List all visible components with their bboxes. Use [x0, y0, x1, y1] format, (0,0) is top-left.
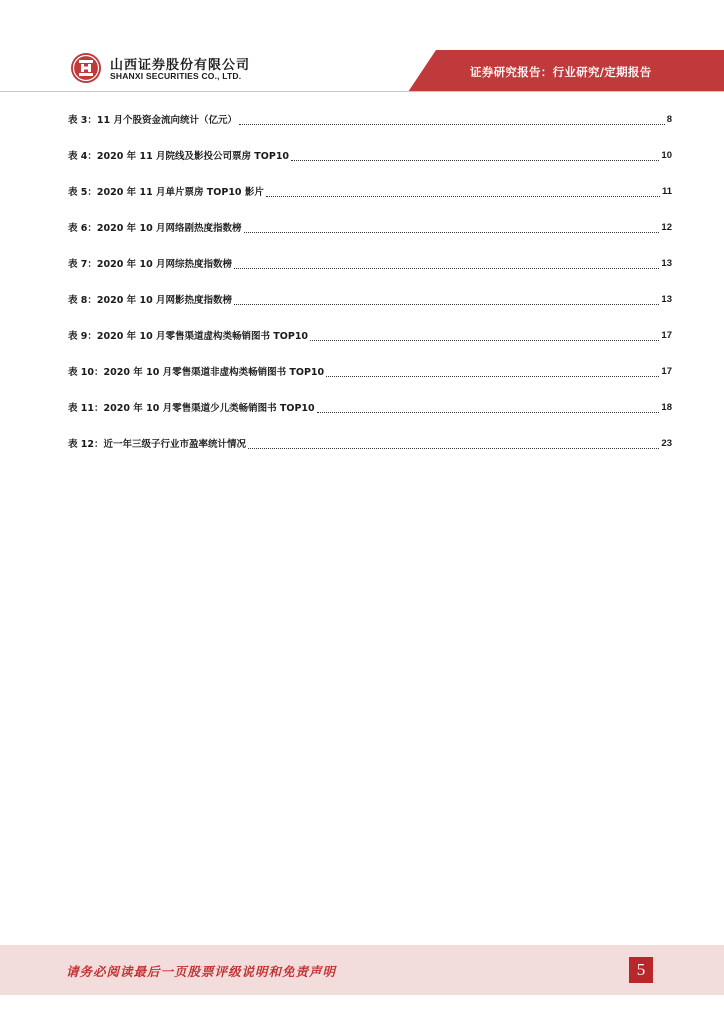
report-type-label: 证券研究报告：行业研究/定期报告	[470, 65, 652, 79]
toc-entry-label: 表 7：2020 年 10 月网综热度指数榜	[68, 259, 233, 270]
toc-entry-page: 12	[661, 221, 672, 233]
toc-entry-page: 17	[661, 329, 672, 341]
toc-leader-dots	[234, 259, 659, 269]
toc-entry[interactable]	[68, 389, 672, 425]
toc-entry-label: 表 10：2020 年 10 月零售渠道非虚构类畅销图书 TOP10	[68, 367, 325, 378]
toc-entry-page: 17	[661, 365, 672, 377]
page-header	[0, 0, 724, 92]
toc-entry-label: 表 4：2020 年 11 月院线及影投公司票房 TOP10	[68, 151, 290, 162]
toc-leader-dots	[317, 403, 660, 413]
toc-entry[interactable]	[68, 137, 672, 173]
toc-entry-label: 表 11：2020 年 10 月零售渠道少儿类畅销图书 TOP10	[68, 403, 315, 414]
toc-entry-page: 8	[666, 113, 672, 125]
toc-entry-page: 10	[661, 149, 672, 161]
toc-entry[interactable]	[68, 173, 672, 209]
toc-entry[interactable]	[68, 101, 672, 137]
toc-leader-dots	[291, 151, 659, 161]
toc-entry[interactable]	[68, 245, 672, 281]
toc-entry-page: 13	[661, 257, 672, 269]
company-name-en: SHANXI SECURITIES CO., LTD.	[110, 71, 242, 81]
toc-leader-dots	[266, 187, 660, 197]
toc-entry-page: 11	[661, 185, 672, 197]
toc-entry[interactable]	[68, 353, 672, 389]
toc-entry-label: 表 6：2020 年 10 月网络剧热度指数榜	[68, 223, 242, 234]
toc-entry[interactable]	[68, 425, 672, 461]
toc-leader-dots	[244, 223, 660, 233]
toc-entry-label: 表 12：近一年三级子行业市盈率统计情况	[68, 439, 247, 450]
toc-leader-dots	[326, 367, 659, 377]
table-of-contents	[68, 101, 672, 461]
toc-entry-page: 13	[661, 293, 672, 305]
page-number: 5	[629, 957, 653, 983]
toc-entry-label: 表 9：2020 年 10 月零售渠道虚构类畅销图书 TOP10	[68, 331, 309, 342]
toc-leader-dots	[310, 331, 659, 341]
toc-leader-dots	[239, 115, 665, 125]
toc-entry[interactable]	[68, 281, 672, 317]
toc-entry-label: 表 8：2020 年 10 月网影热度指数榜	[68, 295, 233, 306]
company-seal-icon	[70, 52, 102, 84]
toc-entry-page: 23	[661, 437, 672, 449]
toc-leader-dots	[248, 439, 659, 449]
header-divider	[0, 91, 724, 92]
toc-entry[interactable]	[68, 209, 672, 245]
toc-leader-dots	[234, 295, 659, 305]
toc-entry[interactable]	[68, 317, 672, 353]
toc-entry-page: 18	[661, 401, 672, 413]
footer-disclaimer: 请务必阅读最后一页股票评级说明和免责声明	[66, 964, 337, 979]
company-name-cn: 山西证券股份有限公司	[110, 58, 251, 73]
toc-entry-label: 表 5：2020 年 11 月单片票房 TOP10 影片	[68, 187, 264, 198]
toc-entry-label: 表 3：11 月个股资金流向统计（亿元）	[68, 115, 237, 126]
